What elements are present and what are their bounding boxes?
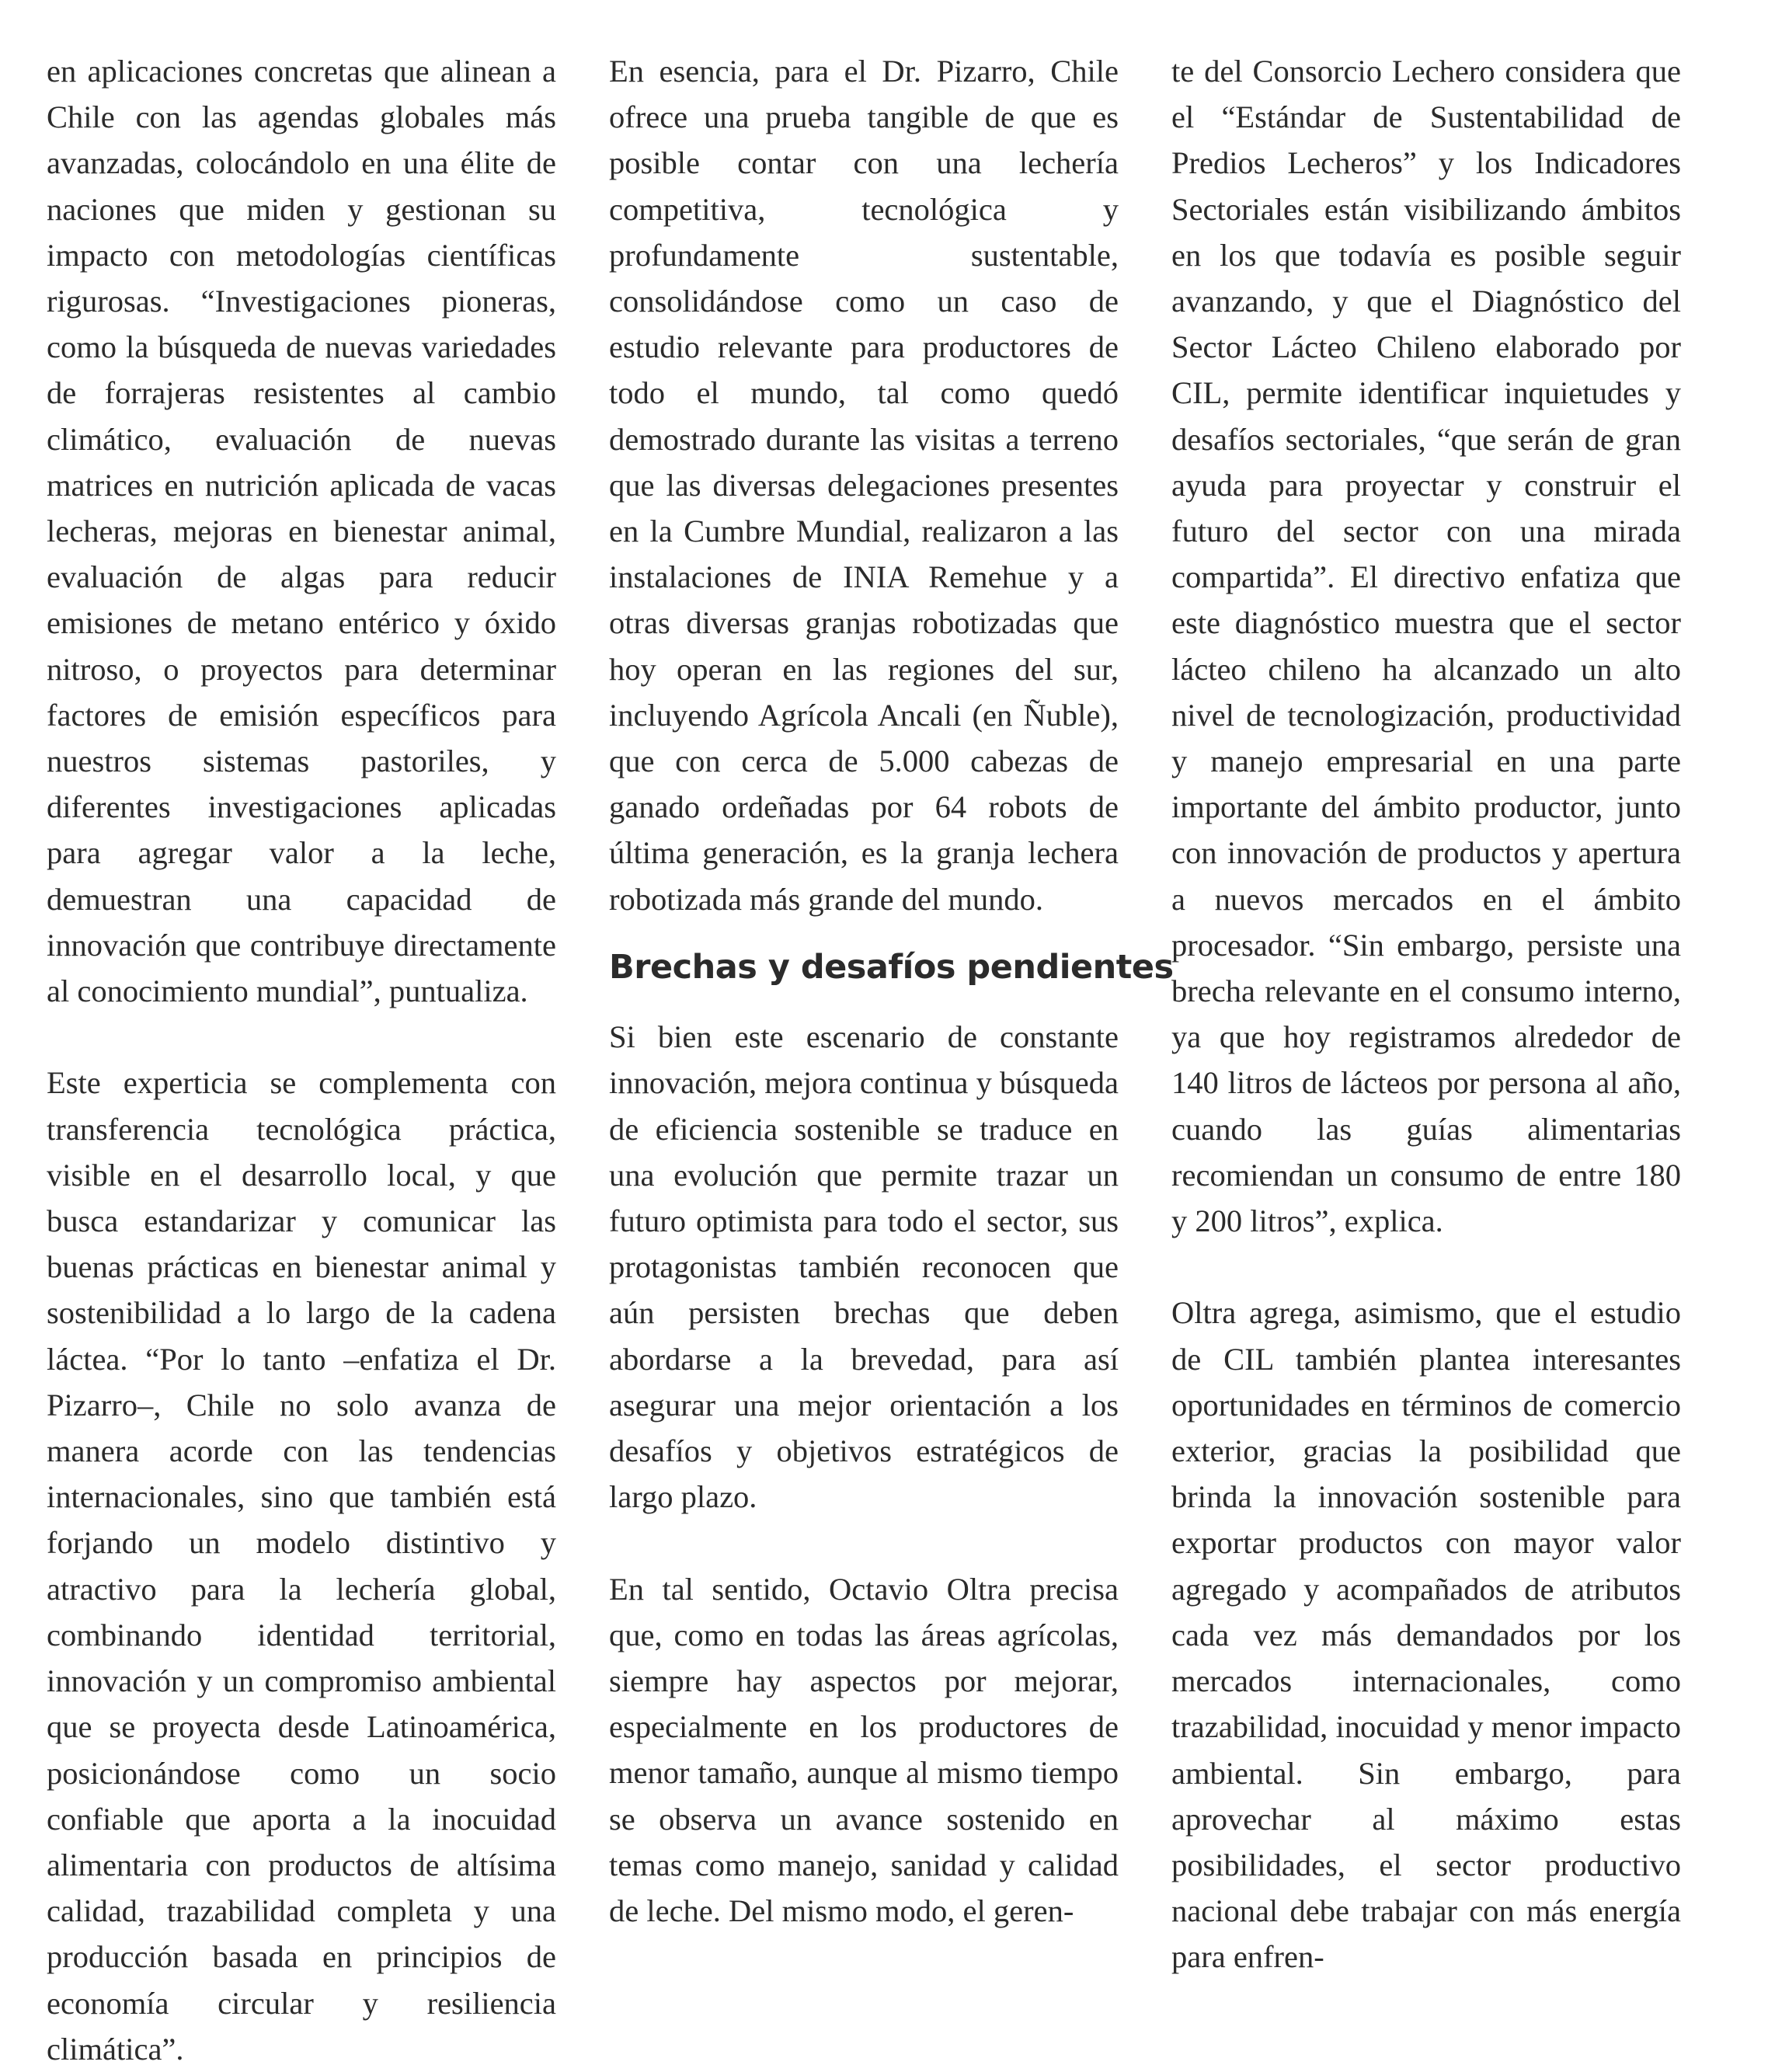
column-1-paragraph-2: Este experticia se complementa con transferencia tecnológica práctica, visible en el desarrollo local, y que busca estandarizar y comunicar las buenas prácticas en bienestar animal y sostenibilidad a lo largo de la cadena láctea. “Por lo tanto –enfatiza el Dr. Pizarro–, Chile no solo avanza de manera acorde con las tendencias internacionales, sino que también está forjando un modelo distintivo y atractivo para la lechería global, combinando identidad territorial, innovación y un compromiso ambiental que se proyecta desde Latinoamérica, posicionándose como un socio confiable que aporta a la inocuidad alimentaria con productos de altísima calidad, trazabilidad completa y una producción basada en principios de economía circular y resiliencia climática”.	[47, 1065, 556, 2067]
paragraph-spacer	[1171, 1244, 1681, 1290]
paragraph-spacer	[47, 1014, 556, 1060]
column-3-paragraph-1: te del Consorcio Lechero considera que el “Estándar de Sustentabilidad de Predios Lecheros” y los Indicadores Sectoriales están visibilizando ámbitos en los que todavía es posible seguir avanzando, y que el Diagnóstico del Sector Lácteo Chileno elaborado por CIL, permite identificar inquietudes y desafíos sectoriales, “que serán de gran ayuda para proyectar y construir el futuro del sector con una mirada compartida”. El directivo enfatiza que este diagnóstico muestra que el sector lácteo chileno ha alcanzado un alto nivel de tecnologización, productividad y manejo empresarial en una parte importante del ámbito productor, junto con innovación de productos y apertura a nuevos mercados en el ámbito procesador. “Sin embargo, persiste una brecha relevante en el consumo interno, ya que hoy registramos alrededor de 140 litros de lácteos por persona al año, cuando las guías alimentarias recomiendan un consumo de entre 180 y 200 litros”, explica.	[1171, 54, 1681, 1239]
column-2-paragraph-2: Si bien este escenario de constante innovación, mejora continua y búsqueda de eficiencia sostenible se traduce en una evolución que permite trazar un futuro optimista para todo el sector, sus protagonistas también reconocen que aún persisten brechas que deben abordarse a la brevedad, para así asegurar una mejor orientación a los desafíos y objetivos estratégicos de largo plazo.	[609, 1019, 1119, 1515]
column-2-paragraph-1: En esencia, para el Dr. Pizarro, Chile ofrece una prueba tangible de que es posible contar con una lechería competitiva, tecnológica y profundamente sustentable, consolidándose como un caso de estudio relevante para productores de todo el mundo, tal como quedó demostrado durante las visitas a terreno que las diversas delegaciones presentes en la Cumbre Mundial, realizaron a las instalaciones de INIA Remehue y a otras diversas granjas robotizadas que hoy operan en las regiones del sur, incluyendo Agrícola Ancali (en Ñuble), que con cerca de 5.000 cabezas de ganado ordeñadas por 64 robots de última generación, es la granja lechera robotizada más grande del mundo.	[609, 54, 1119, 917]
article-column-2	[609, 48, 1174, 1934]
article-column-1	[47, 48, 556, 2072]
paragraph-spacer	[609, 1520, 1119, 1565]
column-2-paragraph-3: En tal sentido, Octavio Oltra precisa que, como en todas las áreas agrícolas, siempre hay aspectos por mejorar, especialmente en los productores de menor tamaño, aunque al mismo tiempo se observa un avance sostenido en temas como manejo, sanidad y calidad de leche. Del mismo modo, el geren-	[609, 1571, 1119, 1929]
section-subheading: Brechas y desafíos pendientes	[609, 948, 1174, 987]
column-3-paragraph-2: Oltra agrega, asimismo, que el estudio de CIL también plantea interesantes oportunidades en términos de comercio exterior, gracias la posibilidad que brinda la innovación sostenible para exportar productos con mayor valor agregado y acompañados de atributos cada vez más demandados por los mercados internacionales, como trazabilidad, inocuidad y menor impacto ambiental. Sin embargo, para aprovechar al máximo estas posibilidades, el sector productivo nacional debe trabajar con más energía para enfren-	[1171, 1295, 1681, 1975]
article-column-3	[1171, 48, 1681, 1980]
column-1-paragraph-1: en aplicaciones concretas que alinean a Chile con las agendas globales más avanzadas, colocándolo en una élite de naciones que miden y gestionan su impacto con metodologías científicas rigurosas. “Investigaciones pioneras, como la búsqueda de nuevas variedades de forrajeras resistentes al cambio climático, evaluación de nuevas matrices en nutrición aplicada de vacas lecheras, mejoras en bienestar animal, evaluación de algas para reducir emisiones de metano entérico y óxido nitroso, o proyectos para determinar factores de emisión específicos para nuestros sistemas pastoriles, y diferentes investigaciones aplicadas para agregar valor a la leche, demuestran una capacidad de innovación que contribuye directamente al conocimiento mundial”, puntualiza.	[47, 54, 556, 1009]
